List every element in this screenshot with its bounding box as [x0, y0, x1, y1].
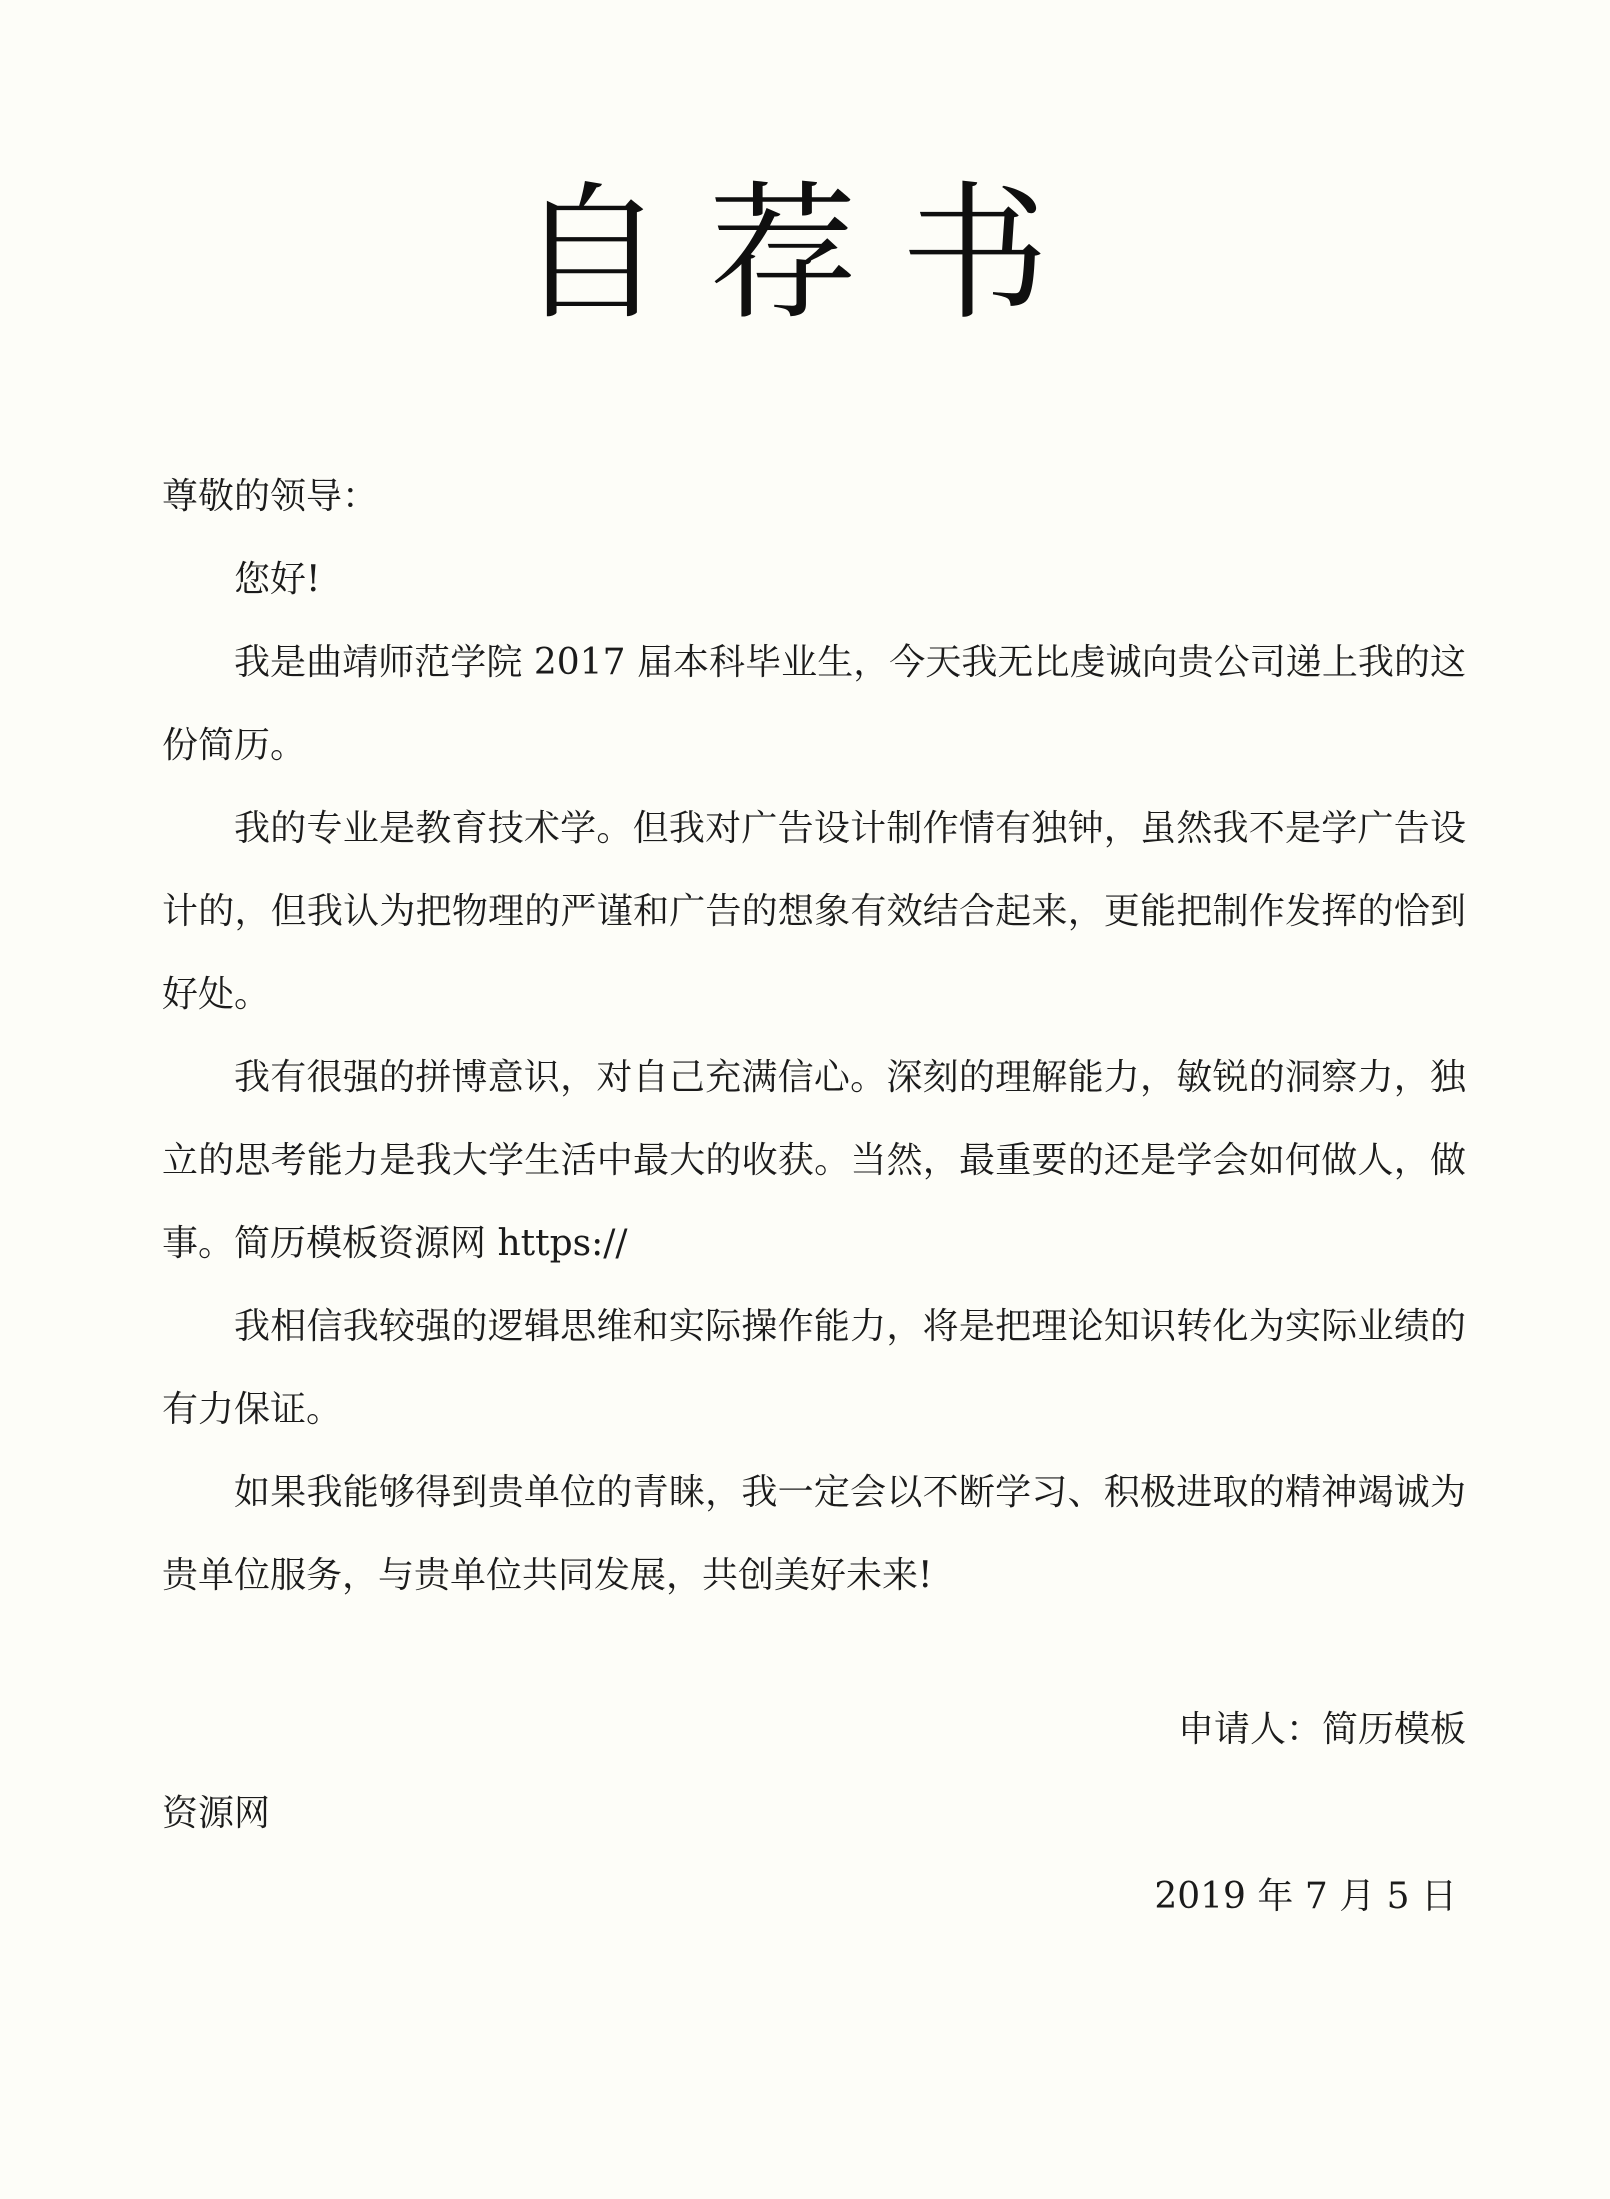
greeting-line: 您好!	[234, 559, 321, 600]
paragraph-closing: 如果我能够得到贵单位的青睐，我一定会以不断学习、积极进取的精神竭诚为贵单位服务，与贵单位共同发展，共创美好未来!	[162, 1472, 1466, 1596]
paragraph-intro: 我是曲靖师范学院 2017 届本科毕业生，今天我无比虔诚向贵公司递上我的这份简历。	[162, 642, 1466, 766]
letter-body	[162, 455, 1466, 1617]
signature-line: 申请人：简历模板	[1177, 1709, 1466, 1750]
letter-date: 2019 年 7 月 5 日	[1154, 1876, 1457, 1917]
document-title: 自荐书	[517, 168, 1093, 340]
paragraph-ability: 我相信我较强的逻辑思维和实际操作能力，将是把理论知识转化为实际业绩的有力保证。	[162, 1306, 1466, 1430]
salutation: 尊敬的领导：	[162, 476, 379, 517]
paragraph-strengths: 我有很强的拼博意识，对自己充满信心。深刻的理解能力，敏锐的洞察力，独立的思考能力是我大学生活中最大的收获。当然，最重要的还是学会如何做人，做事。简历模板资源网 https://	[162, 1057, 1466, 1264]
signature-continuation: 资源网	[162, 1793, 271, 1834]
paragraph-major: 我的专业是教育技术学。但我对广告设计制作情有独钟，虽然我不是学广告设计的，但我认为把物理的严谨和广告的想象有效结合起来，更能把制作发挥的恰到好处。	[162, 808, 1466, 1015]
